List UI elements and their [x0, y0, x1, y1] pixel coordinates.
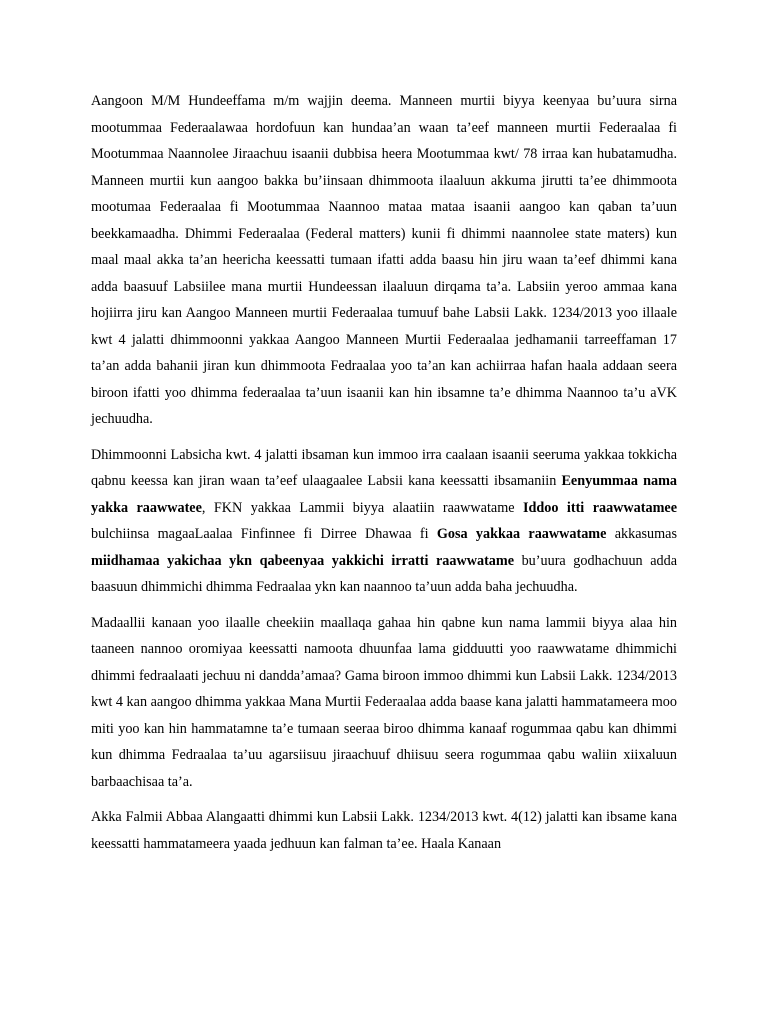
paragraph-2-text-5: bu’uura godhachuun adda baasuun dhimmichi dhimma Fedraalaa ykn kan naannoo ta’uun adda baha jechuudha.	[91, 552, 677, 595]
paragraph-1	[91, 88, 677, 433]
paragraph-3	[91, 610, 677, 796]
paragraph-2-text-4: akkasumas	[606, 526, 677, 542]
paragraph-2	[91, 442, 677, 601]
paragraph-2-bold-crime-location: Iddoo itti raawwatamee	[522, 499, 677, 516]
paragraph-2-bold-victim-property: miidhamaa yakichaa ykn qabeenyaa yakkichi irratti raawwatame	[91, 552, 515, 569]
paragraph-1-text: Aangoon M/M Hundeeffama m/m wajjin deema. Manneen murtii biyya keenyaa bu’uura sirna mootummaa Federaalawaa hordofuun kan hundaa’an waan ta’eef manneen murtii Federaalaa fi Mootummaa Naannolee Jiraachuu isaanii dubbisa heera Mootummaa kwt/ 78 irraa kan hubatamudha. Manneen murtii kun aangoo bakka bu’iinsaan dhimmoota ilaaluun akkuma jirutti ta’ee dhimmoota mootumaa Federaalaa fi Mootummaa Naannoo mataa mataa isaanii aangoo kan qaban ta’uun beekkamaadha. Dhimmi Federaalaa (Federal matters) kunii fi dhimmi naannolee state maters) kun maal maal akka ta’an heericha keessatti tumaan ifatti adda baasu hin jiru waan ta’eef dhimmi kana adda baasuuf Labsiilee mana murtii Hundeessan ilaaluun dirqama ta’a. Labsiin yeroo ammaa kana hojiirra jiru kan Aangoo Manneen murtii Federaalaa tumuuf bahe Labsii Lakk. 1234/2013 yoo illaale kwt 4 jalatti dhimmoonni yakkaa Aangoo Manneen Murtii Federaalaa jedhamanii tarreeffaman 17 ta’an adda bahanii jiran kun dhimmoota Fedraalaa yoo ta’an kan achiirraa hafan haala addaan seera biroon ifatti yoo dhimma federaalaa ta’uun isaanii kan hin ibsamne ta’e dhimma Naannoo ta’u aVK jechuudha.	[91, 93, 677, 427]
paragraph-2-bold-crime-type: Gosa yakkaa raawwatame	[436, 526, 607, 542]
paragraph-4-text: Akka Falmii Abbaa Alangaatti dhimmi kun Labsii Lakk. 1234/2013 kwt. 4(12) jalatti kan ibsame kana keessatti hammatameera yaada jedhuun kan falman ta’ee. Haala Kanaan	[91, 809, 677, 852]
document-page	[91, 88, 677, 866]
paragraph-4	[91, 804, 677, 857]
paragraph-2-bold-offender-identity: Eenyummaa nama yakka raawwatee	[91, 473, 677, 516]
paragraph-2-text-3: bulchiinsa magaaLaalaa Finfinnee fi Dirree Dhawaa fi	[91, 526, 437, 542]
paragraph-2-text-1: Dhimmoonni Labsicha kwt. 4 jalatti ibsaman kun immoo irra caalaan isaanii seeruma yakkaa tokkicha qabnu keessa kan jiran waan ta’eef ulaagaalee Labsii kana keessatti ibsamaniin	[91, 446, 677, 489]
paragraph-3-text: Madaallii kanaan yoo ilaalle cheekiin maallaqa gahaa hin qabne kun nama lammii biyya alaa hin taaneen nannoo oromiyaa keessatti namoota dhuunfaa lama gidduutti yoo raawwatame dhimmichi dhimmi fedraalaati jechuu ni dandda’amaa? Gama biroon immoo dhimmi kun Labsii Lakk. 1234/2013 kwt 4 kan aangoo dhimma yakkaa Mana Murtii Federaalaa adda baase kana jalatti hammatameera moo miti yoo kan hin hammatamne ta’e tumaan seeraa biroo dhimma kanaaf rogummaa qabu kan dhimmi kun dhimma Fedraalaa ta’uu agarsiisuu jiraachuuf dhiisuu seera rogummaa qabu waliin xiixaluun barbaachisaa ta’a.	[91, 614, 677, 790]
paragraph-2-text-2: , FKN yakkaa Lammii biyya alaatiin raawwatame	[201, 499, 523, 516]
